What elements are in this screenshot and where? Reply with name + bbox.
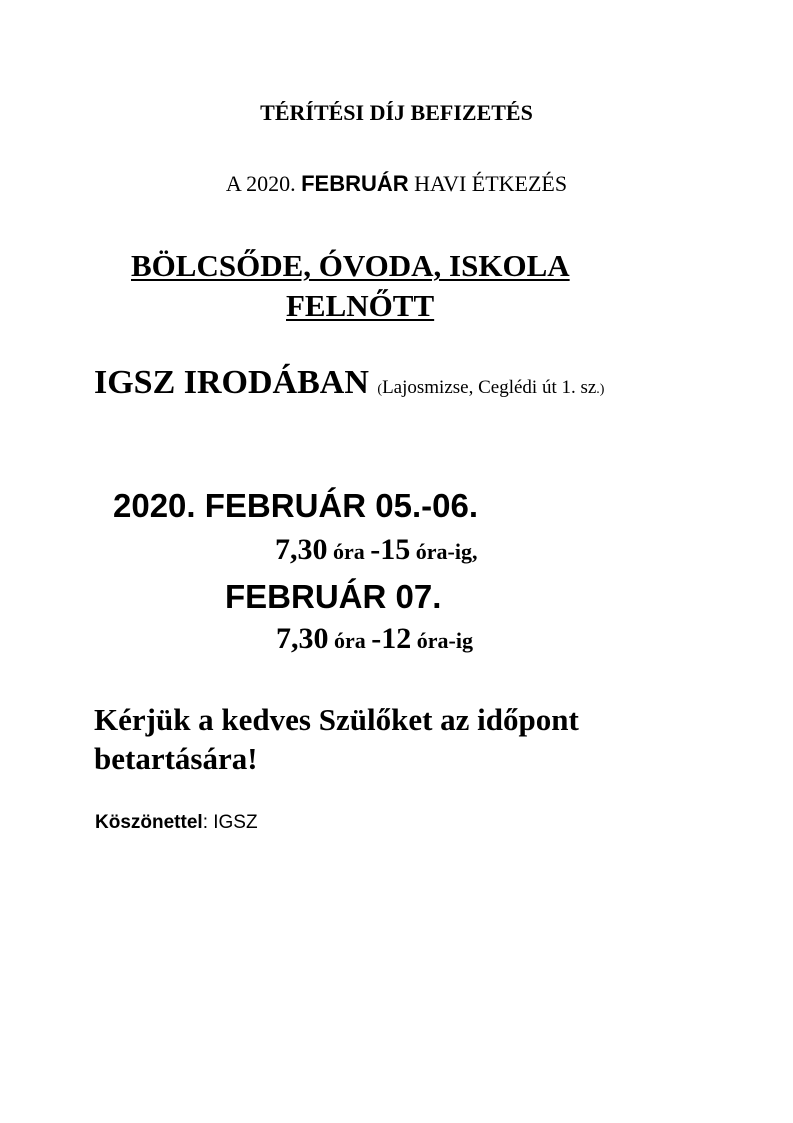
- address-paren-close: .): [596, 382, 605, 397]
- thanks-signature: [95, 813, 258, 832]
- schedule-date-2: FEBRUÁR 07.: [225, 578, 442, 615]
- time-end: -12: [371, 622, 412, 655]
- schedule-date-1: 2020. FEBRUÁR 05.-06.: [113, 487, 478, 524]
- page-title: TÉRÍTÉSI DÍJ BEFIZETÉS: [260, 100, 533, 125]
- time-unit-until: óra-ig: [411, 628, 473, 653]
- subtitle-prefix: A 2020.: [225, 171, 302, 196]
- address-paren-open: (: [377, 382, 383, 397]
- notice-line-2: betartására!: [94, 741, 258, 776]
- time-unit: óra: [327, 539, 371, 564]
- subtitle-suffix: HAVI ÉTKEZÉS: [408, 171, 568, 196]
- office-address: Lajosmizse, Ceglédi út 1. sz: [382, 377, 597, 398]
- thanks-sender: : IGSZ: [202, 812, 258, 833]
- notice-line-1: Kérjük a kedves Szülőket az időpont: [94, 702, 579, 737]
- thanks-label: Köszönettel: [95, 812, 203, 833]
- time-unit: óra: [328, 628, 372, 653]
- groups-line-1: BÖLCSŐDE, ÓVODA, ISKOLA: [131, 248, 570, 283]
- schedule-time-1: [275, 535, 477, 565]
- page-subtitle: [0, 173, 793, 195]
- office-location: [94, 366, 604, 400]
- subtitle-month: FEBRUÁR: [301, 171, 409, 196]
- time-start: 7,30: [276, 622, 329, 655]
- schedule-time-2: [276, 624, 473, 654]
- office-name: IGSZ IRODÁBAN: [94, 364, 378, 401]
- time-end: -15: [370, 533, 411, 566]
- time-unit-until: óra-ig,: [410, 539, 478, 564]
- time-start: 7,30: [275, 533, 328, 566]
- groups-line-2: FELNŐTT: [286, 288, 435, 323]
